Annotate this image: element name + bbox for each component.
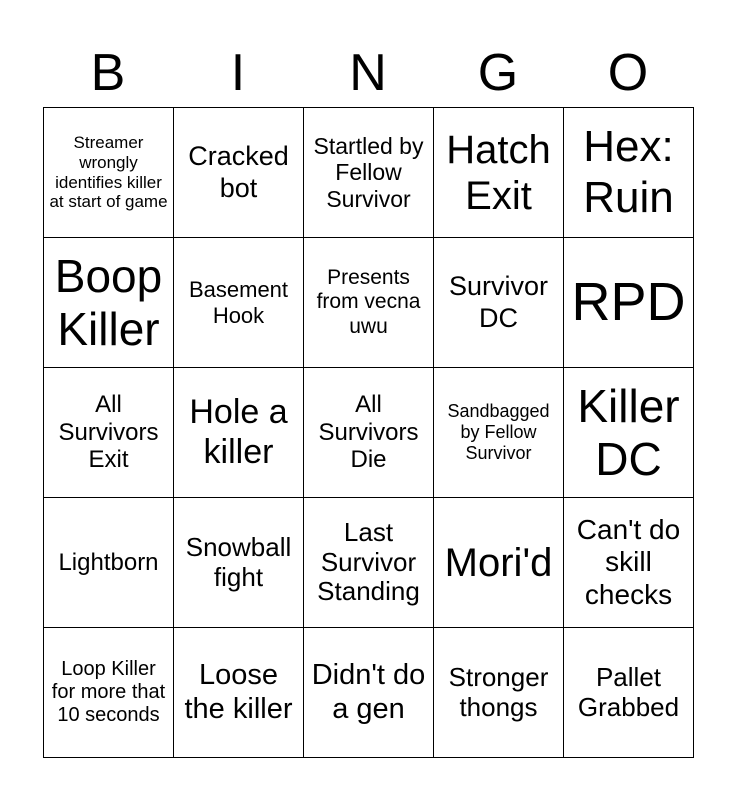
header-letter-g: G <box>477 44 519 102</box>
bingo-row <box>44 368 694 498</box>
bingo-cell[interactable]: Lightborn <box>44 498 174 628</box>
bingo-cell[interactable]: Stronger thongs <box>434 628 564 758</box>
bingo-cell[interactable]: Last Survivor Standing <box>304 498 434 628</box>
bingo-cell[interactable]: Hatch Exit <box>434 108 564 238</box>
bingo-cell[interactable]: Pallet Grabbed <box>564 628 694 758</box>
bingo-cell[interactable]: All Survivors Exit <box>44 368 174 498</box>
bingo-cell[interactable]: Mori'd <box>434 498 564 628</box>
bingo-board <box>43 107 694 758</box>
bingo-cell[interactable]: Sandbagged by Fellow Survivor <box>434 368 564 498</box>
bingo-cell[interactable]: Startled by Fellow Survivor <box>304 108 434 238</box>
bingo-cell[interactable]: Snowball fight <box>174 498 304 628</box>
header-letter-i: I <box>230 44 246 102</box>
bingo-cell[interactable]: RPD <box>564 238 694 368</box>
bingo-row <box>44 628 694 758</box>
bingo-cell[interactable]: Killer DC <box>564 368 694 498</box>
bingo-cell[interactable]: Boop Killer <box>44 238 174 368</box>
header-letter-b: B <box>90 44 126 102</box>
bingo-row <box>44 238 694 368</box>
bingo-header <box>43 40 693 106</box>
bingo-row <box>44 498 694 628</box>
bingo-cell[interactable]: Survivor DC <box>434 238 564 368</box>
bingo-cell[interactable]: Can't do skill checks <box>564 498 694 628</box>
bingo-cell[interactable]: Streamer wrongly identifies killer at start of game <box>44 108 174 238</box>
bingo-cell[interactable]: Loop Killer for more that 10 seconds <box>44 628 174 758</box>
bingo-board-body <box>44 108 694 758</box>
bingo-cell[interactable]: Cracked bot <box>174 108 304 238</box>
header-letter-o: O <box>607 44 649 102</box>
bingo-cell[interactable]: Presents from vecna uwu <box>304 238 434 368</box>
bingo-row <box>44 108 694 238</box>
header-letter-n: N <box>349 44 387 102</box>
bingo-cell[interactable]: All Survivors Die <box>304 368 434 498</box>
bingo-cell[interactable]: Loose the killer <box>174 628 304 758</box>
bingo-cell[interactable]: Basement Hook <box>174 238 304 368</box>
bingo-cell[interactable]: Hex: Ruin <box>564 108 694 238</box>
bingo-cell[interactable]: Didn't do a gen <box>304 628 434 758</box>
bingo-cell[interactable]: Hole a killer <box>174 368 304 498</box>
